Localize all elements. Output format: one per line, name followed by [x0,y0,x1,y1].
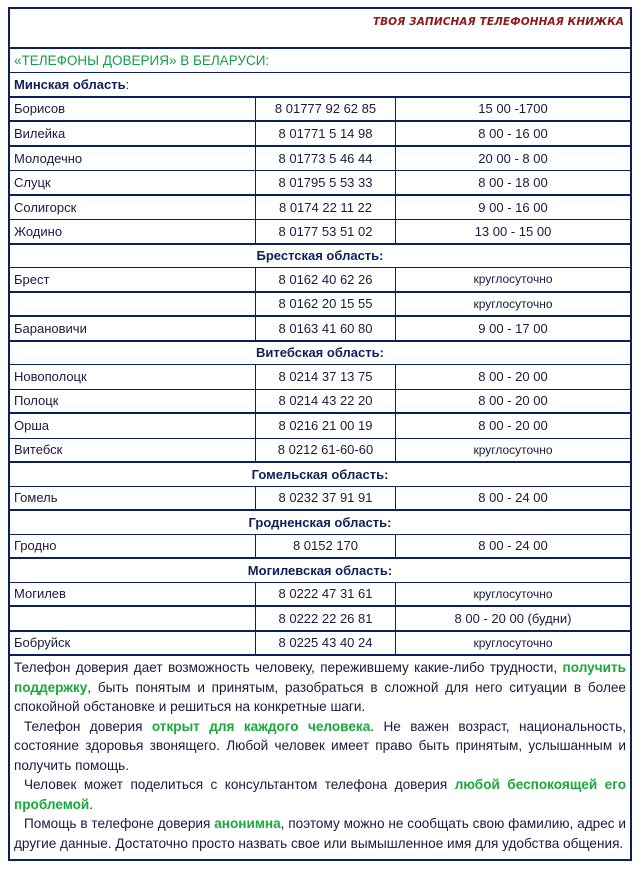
city-cell: Вилейка [10,122,256,145]
hours-cell: 20 00 - 8 00 [478,150,548,166]
phone-cell: 8 01771 5 14 98 [256,122,396,145]
hours-cell: 9 00 - 17 00 [478,320,548,336]
city-cell: Слуцк [10,171,256,194]
phone-cell: 8 0216 21 00 19 [256,414,396,438]
table-row [10,487,630,512]
city-cell: Молодечно [10,147,256,171]
highlight-text: анонимна [214,816,281,831]
info-paragraph [14,658,626,717]
region-heading-vitebsk: Витебская область: [10,342,630,366]
phone-cell: 8 0222 22 26 81 [256,607,396,630]
phone-cell: 8 0232 37 91 91 [256,487,396,510]
table-row [10,268,630,293]
table-row [10,535,630,560]
hours-cell: 9 00 - 16 00 [478,199,548,215]
page-title: «ТЕЛЕФОНЫ ДОВЕРИЯ» В БЕЛАРУСИ: [10,49,630,73]
table-row [10,583,630,608]
city-cell: Могилев [10,583,256,606]
region-colon: : [125,76,130,92]
table-row [10,196,630,221]
hours-cell: круглосуточно [473,442,553,457]
phone-cell: 8 0162 20 15 55 [256,293,396,316]
hours-cell: круглосуточно [473,635,553,650]
phone-cell: 8 0225 43 40 24 [256,632,396,655]
highlight-text: любой беспокоящей его проблемой [14,777,626,812]
hours-cell: 8 00 - 20 00 [478,418,548,434]
city-cell: Борисов [10,98,256,121]
phone-cell: 8 0177 53 51 02 [256,220,396,243]
city-cell: Брест [10,268,256,291]
hours-cell: 8 00 - 20 00 [478,393,548,409]
info-text [10,656,630,859]
phone-cell: 8 01777 92 62 85 [256,98,396,121]
hotline-sheet [8,7,632,861]
text: Помощь в телефоне доверия [24,816,215,831]
hours-cell: 8 00 - 18 00 [478,174,548,190]
city-cell: Солигорск [10,196,256,220]
top-banner [10,9,630,49]
hours-cell: 8 00 - 24 00 [478,538,548,554]
table-row [10,439,630,464]
hours-cell: 8 00 - 20 00 [478,369,548,385]
text: Телефон доверия [24,718,152,734]
city-cell: Гомель [10,487,256,510]
info-paragraph [14,775,626,814]
table-row [10,220,630,245]
text: . Не важен возраст, национальность, состояние здоровья звонящего. Любой человек имеет право быть принятым, услышанным и получить помощь. [14,718,626,773]
phone-cell: 8 01773 5 46 44 [256,147,396,171]
city-cell: Орша [10,414,256,438]
phone-cell: 8 01795 5 53 33 [256,171,396,194]
hours-cell: круглосуточно [473,272,553,287]
region-heading-gomel: Гомельская область: [10,463,630,487]
region-heading-grodno: Гродненская область: [10,511,630,535]
text: Телефон доверия дает возможность человеку, пережившему какие-либо трудности, [14,660,563,675]
hours-cell: 8 00 - 20 00 (будни) [454,610,572,626]
table-row [10,632,630,657]
city-cell [10,607,256,630]
city-cell [10,293,256,316]
info-paragraph [14,717,626,776]
region-heading-brest: Брестская область: [10,245,630,269]
city-cell: Полоцк [10,390,256,413]
phone-cell: 8 0162 40 62 26 [256,268,396,291]
hours-cell: круглосуточно [473,586,553,601]
table-row [10,317,630,342]
city-cell: Гродно [10,535,256,558]
region-heading-mogilev: Могилевская область: [10,559,630,583]
region-heading-minsk [10,73,630,98]
table-row [10,293,630,318]
table-row [10,414,630,439]
highlight-text: открыт для каждого человека [151,718,371,734]
text: Человек может поделиться с консультантом телефона доверия [24,777,455,792]
region-name: Минская область [14,76,126,92]
brand-title: ТВОЯ ЗАПИСНАЯ ТЕЛЕФОННАЯ КНИЖКА [372,16,624,28]
city-cell: Бобруйск [10,632,256,655]
text: . [89,796,94,812]
text: , поэтому можно не сообщать свою фамилию, адрес и другие данные. Достаточно просто назвать свое или вымышленное имя для удобства общения. [14,816,626,851]
info-paragraph [14,814,626,853]
table-row [10,147,630,172]
text: , быть понятым и принятым, разобраться в сложной для него ситуации в более спокойной обстановке и решиться на конкретные шаги. [14,679,626,714]
table-row [10,607,630,632]
hours-cell: круглосуточно [473,296,553,311]
highlight-text: получить поддержку [14,660,626,695]
table-row [10,390,630,415]
phone-cell: 8 0214 43 22 20 [256,390,396,413]
city-cell: Барановичи [10,317,256,340]
city-cell: Новополоцк [10,365,256,389]
city-cell: Витебск [10,439,256,462]
phone-cell: 8 0152 170 [256,535,396,558]
hours-cell: 13 00 - 15 00 [474,223,552,239]
hours-cell: 8 00 - 16 00 [478,125,548,141]
table-row [10,98,630,123]
phone-cell: 8 0214 37 13 75 [256,365,396,389]
table-row [10,171,630,196]
phone-cell: 8 0212 61-60-60 [256,439,396,462]
hours-cell: 8 00 - 24 00 [478,490,548,506]
city-cell: Жодино [10,220,256,243]
table-row [10,122,630,147]
hours-cell: 15 00 -1700 [478,101,548,117]
phone-cell: 8 0163 41 60 80 [256,317,396,340]
phone-cell: 8 0222 47 31 61 [256,583,396,606]
table-row [10,365,630,390]
phone-cell: 8 0174 22 11 22 [256,196,396,220]
